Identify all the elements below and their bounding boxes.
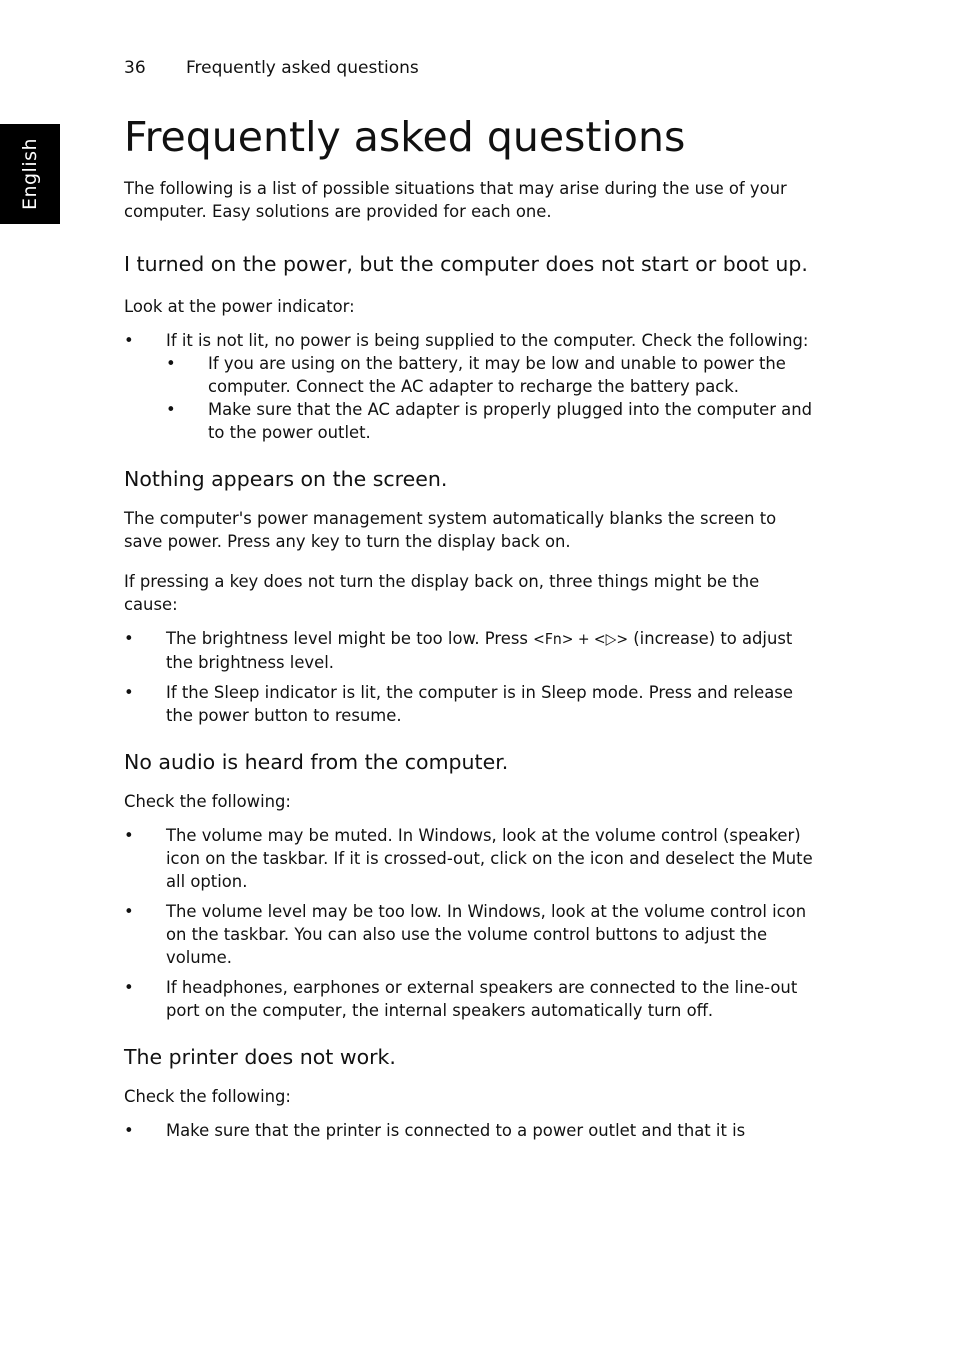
bullet-glyph: • (166, 400, 176, 419)
bullet-glyph: • (124, 902, 134, 921)
list-item-text: Make sure that the printer is connected to a power outlet and that it is (166, 1121, 746, 1140)
language-tab (0, 124, 60, 224)
list-item-text: (increase) to adjust the brightness level. (166, 629, 793, 672)
section-lead: Check the following: (124, 1087, 291, 1106)
ui-term: Mute all (166, 849, 813, 891)
section-heading: No audio is heard from the computer. (124, 750, 509, 774)
bullet-glyph: • (124, 629, 134, 648)
list-item-text: If you are using on the battery, it may be low and unable to power the computer. Connect the AC adapter to recharge the battery pack. (208, 354, 786, 396)
page-content (124, 177, 814, 1164)
bullet-glyph: • (166, 354, 176, 373)
running-title: Frequently asked questions (186, 58, 419, 78)
section-paragraph: If pressing a key does not turn the display back on, three things might be the cause: (124, 572, 760, 614)
list-item (124, 976, 814, 1022)
bullet-glyph: • (124, 978, 134, 997)
list-item (124, 824, 814, 893)
section-printer (124, 1044, 814, 1142)
list-item (124, 627, 814, 674)
sub-list-item (166, 398, 814, 444)
list-item (124, 1119, 814, 1142)
bullet-list (124, 1119, 814, 1142)
list-item-text: The volume may be muted. In Windows, look at the volume control (speaker) icon on the taskbar. If it is crossed-out, click on the icon and deselect the (166, 826, 801, 868)
list-item-text: The volume level may be too low. In Windows, look at the volume control icon on the taskbar. You can also use the volume control buttons to adjust the volume. (166, 902, 807, 967)
list-item-text: If headphones, earphones or external speakers are connected to the line-out port on the computer, the internal speakers automatically turn off. (166, 978, 798, 1020)
bullet-glyph: • (124, 826, 134, 845)
section-lead: Look at the power indicator: (124, 297, 355, 316)
bullet-list (124, 824, 814, 1022)
list-item (124, 900, 814, 969)
list-item (124, 681, 814, 727)
section-audio (124, 749, 814, 1022)
running-header (124, 57, 419, 79)
list-item-text: The brightness level might be too low. Press (166, 629, 534, 648)
bullet-glyph: • (124, 331, 134, 350)
key-combination: <Fn> + <▷> (533, 630, 629, 648)
section-lead: Check the following: (124, 792, 291, 811)
list-item-text: If the Sleep indicator is lit, the computer is in Sleep mode. Press and release the power button to resume. (166, 683, 793, 725)
sub-list-item (166, 352, 814, 398)
sub-bullet-list (166, 352, 814, 444)
section-heading: I turned on the power, but the computer does not start or boot up. (124, 252, 808, 276)
bullet-list (124, 627, 814, 727)
bullet-glyph: • (124, 683, 134, 702)
section-paragraph: The computer's power management system automatically blanks the screen to save power. Press any key to turn the display back on. (124, 509, 777, 551)
bullet-glyph: • (124, 1121, 134, 1140)
section-power (124, 251, 814, 444)
section-heading: The printer does not work. (124, 1045, 396, 1069)
page-title: Frequently asked questions (124, 113, 686, 161)
list-item-text: If it is not lit, no power is being supplied to the computer. Check the following: (166, 331, 809, 350)
list-item (124, 329, 814, 444)
intro-paragraph: The following is a list of possible situations that may arise during the use of your computer. Easy solutions are provided for each one. (124, 179, 787, 221)
bullet-list (124, 329, 814, 444)
list-item-text: option. (185, 872, 248, 891)
section-heading: Nothing appears on the screen. (124, 467, 448, 491)
list-item-text: Make sure that the AC adapter is properly plugged into the computer and to the power outlet. (208, 400, 812, 442)
page-number: 36 (124, 58, 146, 78)
language-tab-label: English (19, 137, 41, 211)
section-screen (124, 466, 814, 727)
